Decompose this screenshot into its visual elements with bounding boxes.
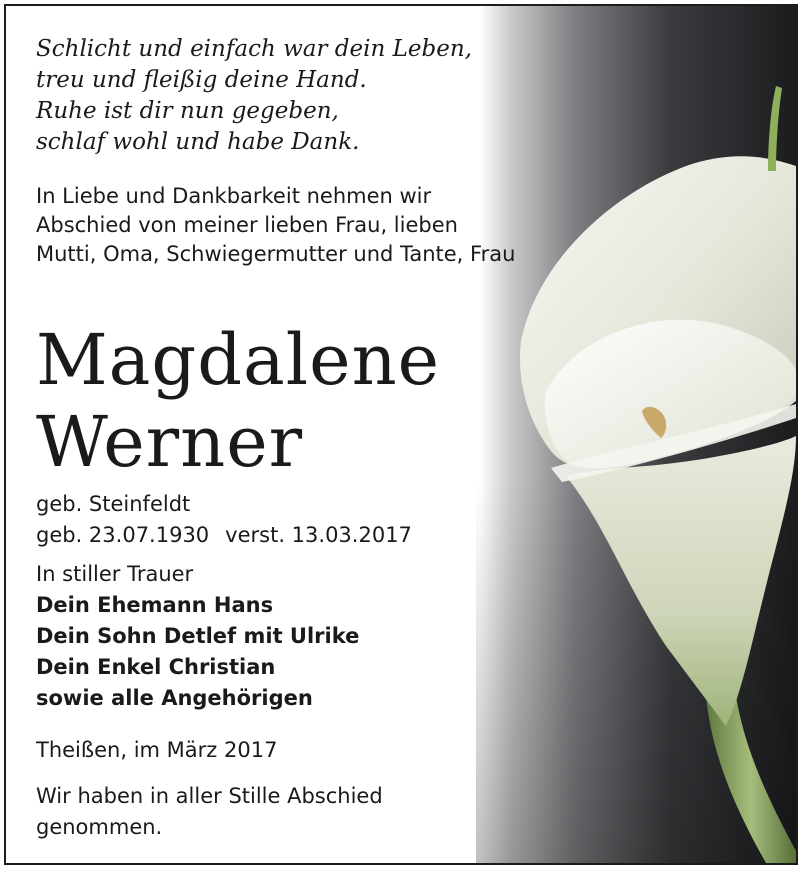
text-column [6,6,526,863]
mourners-intro: In stiller Trauer [36,562,194,586]
mourner-name: Dein Sohn Detlef mit Ulrike [36,624,360,648]
mourner-name: Dein Enkel Christian [36,655,276,679]
life-dates [36,520,412,550]
place-date: Theißen, im März 2017 [36,738,278,762]
birth-name: geb. Steinfeldt [36,492,191,516]
obituary-frame [4,4,798,865]
mourner-name: Dein Ehemann Hans [36,593,274,617]
poem [36,34,472,158]
poem-line: Ruhe ist dir nun gegeben, [36,98,339,124]
mourners [36,559,359,714]
poem-line: schlaf wohl und habe Dank. [36,129,360,155]
birth-date: geb. 23.07.1930 [36,523,210,547]
poem-line: Schlicht und einfach war dein Leben, [36,36,472,62]
poem-line: treu und fleißig deine Hand. [36,67,367,93]
last-name: Werner [36,401,304,483]
intro-text: In Liebe und Dankbarkeit nehmen wir Abschied von meiner lieben Frau, lieben Mutti, Oma, Schwiegermutter und Tante, Frau [36,184,516,266]
mourner-name: sowie alle Angehörigen [36,686,313,710]
closing-text: Wir haben in aller Stille Abschied genommen. [36,784,383,839]
first-name: Magdalene [36,319,441,401]
death-date: verst. 13.03.2017 [225,523,412,547]
